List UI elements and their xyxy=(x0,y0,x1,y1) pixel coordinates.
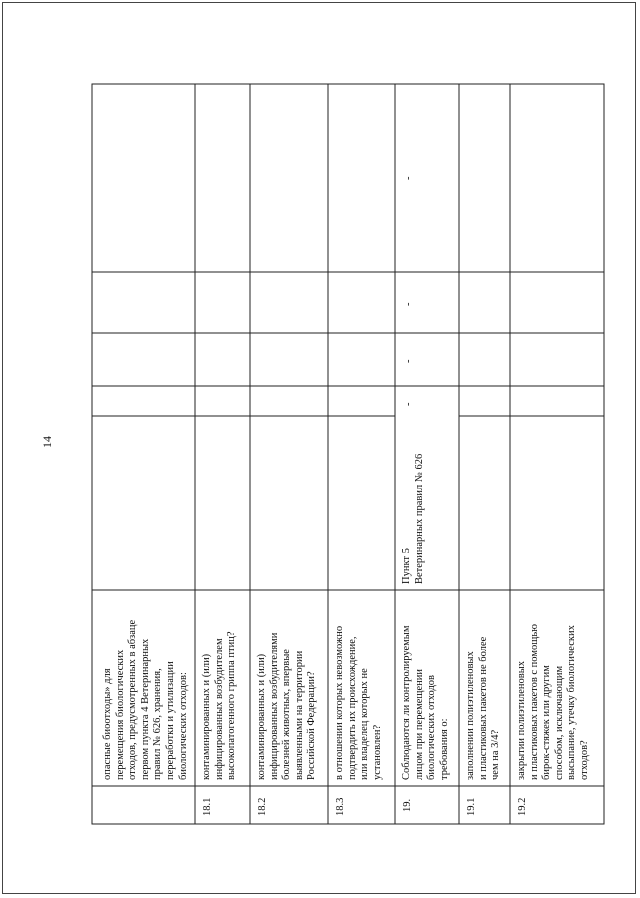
question-line: переработки и утилизации xyxy=(164,661,176,780)
row-number-18-2: 18.2 xyxy=(257,797,268,816)
question-line: или владелец которых не xyxy=(359,668,371,780)
question-line: Российской Федерации? xyxy=(306,671,318,780)
question-line: требования о: xyxy=(438,718,450,780)
question-line: чем на 3/4? xyxy=(490,729,502,780)
question-line: биологических отходов: xyxy=(177,672,189,780)
question-cell-18-1 xyxy=(201,632,239,781)
question-line: правил № 626, хранения, xyxy=(152,668,164,780)
question-line: биологических отходов xyxy=(426,675,438,780)
question-cell-19-1 xyxy=(465,637,503,780)
question-line: инфицированных возбудителем xyxy=(213,638,225,780)
question-line: заполнении полиэтиленовых xyxy=(465,651,476,780)
row-number-19-2: 19.2 xyxy=(517,797,528,816)
answer-no-dash: - xyxy=(403,359,414,363)
question-cell-18-2 xyxy=(256,633,319,780)
row-number-19: 19. xyxy=(402,798,413,812)
question-line: в отношении которых невозможно xyxy=(334,625,345,780)
reference-line: Пункт 5 xyxy=(401,548,412,584)
answer-na-dash: - xyxy=(403,302,414,306)
row-number-19-1: 19.1 xyxy=(466,797,477,816)
page-number: 14 xyxy=(40,436,54,448)
question-line: отходов, предусмотренных в абзаце xyxy=(127,619,139,780)
question-line: установлен? xyxy=(371,724,383,780)
answer-yes-dash: - xyxy=(403,402,414,406)
question-line: Соблюдаются ли контролируемым xyxy=(401,625,412,780)
question-line: бирок-стяжек или другим xyxy=(541,665,553,780)
question-cell-18-3 xyxy=(334,626,384,780)
question-line: высокопатогенного гриппа птиц? xyxy=(226,631,238,780)
answer-note-dash: - xyxy=(403,176,414,180)
legal-reference xyxy=(401,454,426,584)
question-line: болезней животных, впервые xyxy=(281,649,293,780)
question-line: способом, исключающим xyxy=(553,665,565,780)
question-line: контаминированных и (или) xyxy=(201,653,212,780)
row-number-18-1: 18.1 xyxy=(202,797,213,816)
reference-line: Ветеринарных правил № 626 xyxy=(413,453,425,584)
question-cell-0 xyxy=(102,620,190,780)
question-line: опасные биоотходы» для xyxy=(102,668,113,780)
question-cell-19-2 xyxy=(516,624,592,780)
row-number-18-3: 18.3 xyxy=(335,797,346,816)
question-line: высыпание, утечку биологических xyxy=(566,625,578,780)
question-line: контаминированных и (или) xyxy=(256,653,267,780)
question-line: инфицированных возбудителями xyxy=(268,632,280,780)
question-line: выявленными на территории xyxy=(293,650,305,780)
question-line: отходов? xyxy=(578,740,590,780)
question-line: перемещения биологических xyxy=(114,649,126,780)
question-line: подтвердить их происхождение, xyxy=(346,636,358,780)
question-line: и пластиковых пакетов не более xyxy=(477,636,489,780)
question-cell-19 xyxy=(401,625,451,780)
question-line: первом пункта 4 Ветеринарных xyxy=(139,638,151,780)
question-line: закрытии полиэтиленовых xyxy=(516,660,527,780)
question-line: лицом при перемещении xyxy=(413,668,425,780)
question-line: и пластиковых пакетов с помощью xyxy=(528,624,540,780)
